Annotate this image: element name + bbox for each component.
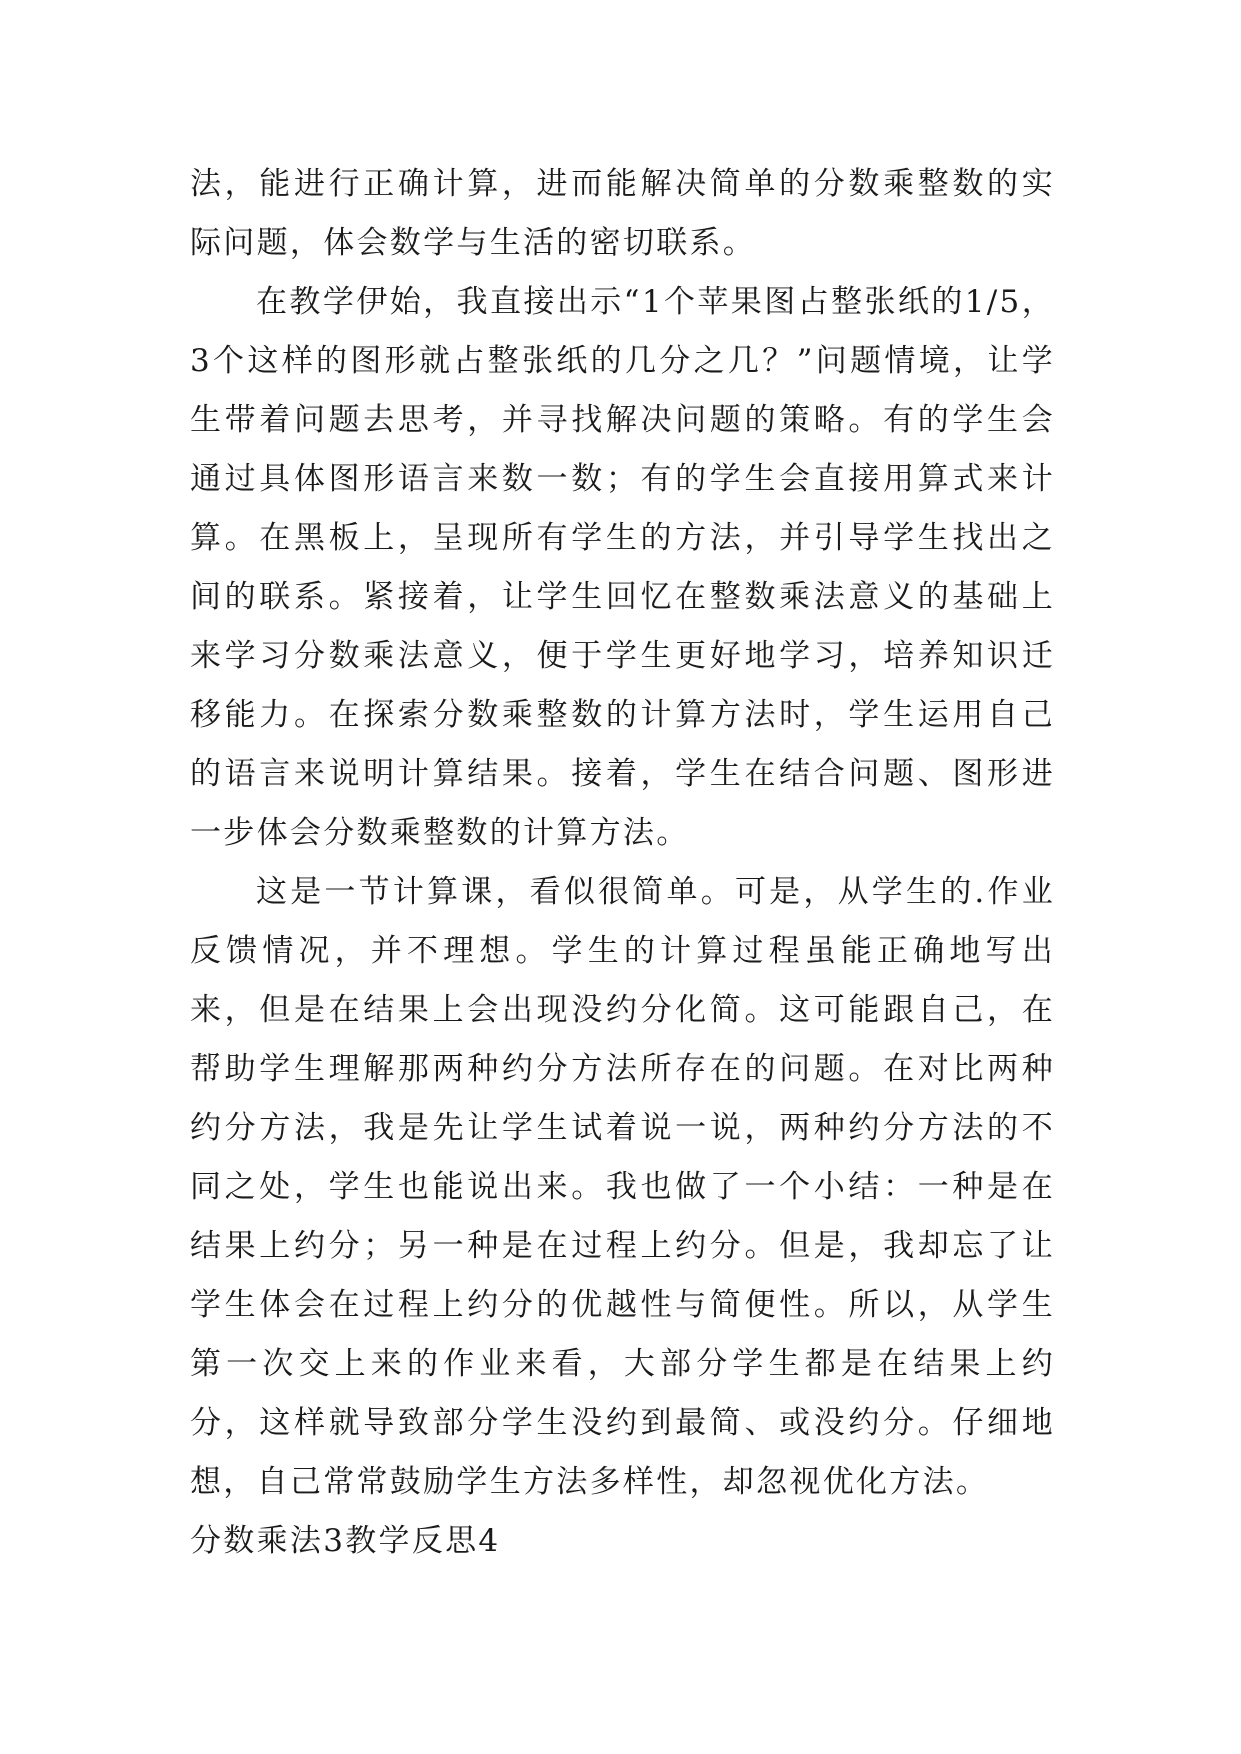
paragraph-reflection: 这是一节计算课，看似很简单。可是，从学生的.作业反馈情况，并不理想。学生的计算过程虽能正确地写出来，但是在结果上会出现没约分化简。这可能跟自己，在帮助学生理解那两种约分方法所存在的问题。在对比两种约分方法，我是先让学生试着说一说，两种约分方法的不同之处，学生也能说出来。我也做了一个小结：一种是在结果上约分；另一种是在过程上约分。但是，我却忘了让学生体会在过程上约分的优越性与简便性。所以，从学生第一次交上来的作业来看，大部分学生都是在结果上约分，这样就导致部分学生没约到最简、或没约分。仔细地想，自己常常鼓励学生方法多样性，却忽视优化方法。	[190, 874, 1055, 1500]
document-body	[190, 155, 1055, 1571]
paragraph-teaching-process: 在教学伊始，我直接出示“1个苹果图占整张纸的1/5，3个这样的图形就占整张纸的几分之几？”问题情境，让学生带着问题去思考，并寻找解决问题的策略。有的学生会通过具体图形语言来数一数；有的学生会直接用算式来计算。在黑板上，呈现所有学生的方法，并引导学生找出之间的联系。紧接着，让学生回忆在整数乘法意义的基础上来学习分数乘法意义，便于学生更好地学习，培养知识迁移能力。在探索分数乘整数的计算方法时，学生运用自己的语言来说明计算结果。接着，学生在结合问题、图形进一步体会分数乘整数的计算方法。	[190, 284, 1055, 851]
section-title: 分数乘法3教学反思4	[190, 1523, 501, 1559]
paragraph-continuation: 法，能进行正确计算，进而能解决简单的分数乘整数的实际问题，体会数学与生活的密切联系。	[190, 166, 1055, 261]
